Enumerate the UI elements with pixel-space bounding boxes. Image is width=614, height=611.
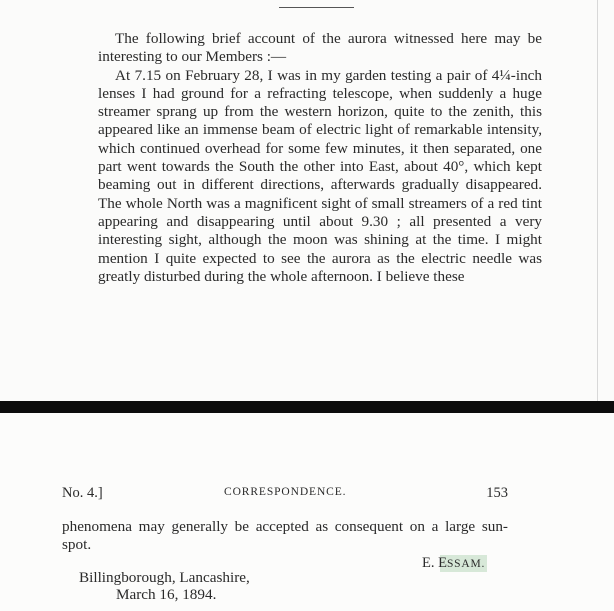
page-number: 153 (486, 485, 508, 501)
paragraph-account: At 7.15 on February 28, I was in my garden testing a pair of 4¼-inch lenses I had ground for a refracting telescope, when suddenly a huge streamer sprang up from the western horizon, quite to the zenith, this appeared like an immense beam of electric light of remarkable intensity, which continued overhead for some few minutes, it then separated, one part went towards the South the other into East, about 40°, which kept beaming out in different directions, afterwards gradually disappeared. The whole North was a magnificent sight of small streamers of a red tint appearing and disappearing until about 9.30 ; all presented a very interesting sight, although the moon was shining at the time. I might mention I quite expected to see the aurora as the electric needle was greatly disturbed during the whole afternoon. I believe these (98, 66, 542, 285)
issue-number: No. 4.] (62, 485, 103, 501)
place-line: Billingborough, Lancashire, (79, 569, 250, 586)
running-head (62, 485, 508, 505)
page-edge-line (597, 0, 598, 401)
signature-surname-rest: SSAM. (446, 558, 486, 570)
continuation-text: phenomena may generally be accepted as consequent on a large sun-spot. (62, 518, 508, 553)
aurora-account-text (98, 30, 542, 286)
signature (420, 555, 487, 572)
header-rule (279, 7, 354, 8)
signature-surname-capital: E (438, 555, 447, 571)
scan-gutter-band (0, 401, 614, 413)
paragraph-intro: The following brief account of the aurora witnessed here may be interesting to our Members :— (98, 30, 542, 66)
date-line: March 16, 1894. (116, 586, 217, 603)
signature-initial: E. (422, 555, 435, 571)
section-title: CORRESPONDENCE. (224, 486, 347, 498)
